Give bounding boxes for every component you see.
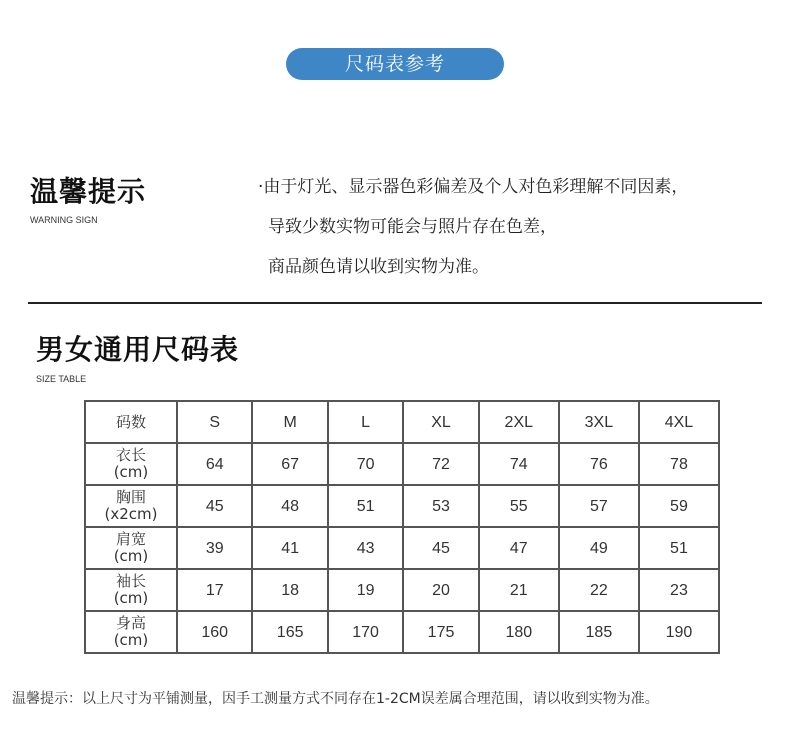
table-cell: 41 bbox=[252, 527, 327, 569]
table-cell: 180 bbox=[479, 611, 559, 653]
table-cell: 43 bbox=[328, 527, 403, 569]
row-label: 身高 (cm) bbox=[85, 611, 177, 653]
table-cell: 20 bbox=[403, 569, 478, 611]
notice-line-1: ·由于灯光、显示器色彩偏差及个人对色彩理解不同因素， bbox=[258, 177, 689, 197]
table-cell: 57 bbox=[559, 485, 639, 527]
header-size: M bbox=[252, 401, 327, 443]
table-cell: 47 bbox=[479, 527, 559, 569]
header-size-label: 码数 bbox=[85, 401, 177, 443]
table-cell: 175 bbox=[403, 611, 478, 653]
table-cell: 51 bbox=[639, 527, 719, 569]
table-cell: 160 bbox=[177, 611, 252, 653]
table-cell: 22 bbox=[559, 569, 639, 611]
table-cell: 78 bbox=[639, 443, 719, 485]
table-cell: 21 bbox=[479, 569, 559, 611]
header-size: 3XL bbox=[559, 401, 639, 443]
notice-line-3: 商品颜色请以收到实物为准。 bbox=[268, 257, 489, 277]
size-reference-badge: 尺码表参考 bbox=[286, 48, 504, 80]
table-cell: 74 bbox=[479, 443, 559, 485]
notice-line-2: 导致少数实物可能会与照片存在色差， bbox=[268, 217, 557, 237]
table-row-shoulder bbox=[85, 527, 719, 569]
color-notice bbox=[258, 174, 688, 294]
table-cell: 67 bbox=[252, 443, 327, 485]
table-cell: 17 bbox=[177, 569, 252, 611]
row-label: 袖长 (cm) bbox=[85, 569, 177, 611]
row-label: 胸围 (x2cm) bbox=[85, 485, 177, 527]
table-cell: 23 bbox=[639, 569, 719, 611]
section-divider bbox=[28, 302, 762, 304]
table-cell: 51 bbox=[328, 485, 403, 527]
table-cell: 45 bbox=[177, 485, 252, 527]
table-cell: 170 bbox=[328, 611, 403, 653]
row-label: 肩宽 (cm) bbox=[85, 527, 177, 569]
table-row-sleeve bbox=[85, 569, 719, 611]
table-row-height bbox=[85, 611, 719, 653]
table-cell: 19 bbox=[328, 569, 403, 611]
table-cell: 48 bbox=[252, 485, 327, 527]
table-cell: 39 bbox=[177, 527, 252, 569]
header-size: L bbox=[328, 401, 403, 443]
table-cell: 49 bbox=[559, 527, 639, 569]
table-row-chest bbox=[85, 485, 719, 527]
size-table-title: 男女通用尺码表 bbox=[36, 333, 240, 366]
table-cell: 70 bbox=[328, 443, 403, 485]
warm-tip-subtitle: WARNING SIGN bbox=[30, 215, 98, 225]
table-cell: 59 bbox=[639, 485, 719, 527]
table-cell: 64 bbox=[177, 443, 252, 485]
footer-note: 温馨提示：以上尺寸为平铺测量，因手工测量方式不同存在1-2CM误差属合理范围，请以收到实物为准。 bbox=[12, 691, 659, 707]
table-cell: 55 bbox=[479, 485, 559, 527]
warm-tip-title: 温馨提示 bbox=[30, 175, 147, 208]
header-size: S bbox=[177, 401, 252, 443]
table-cell: 18 bbox=[252, 569, 327, 611]
table-cell: 190 bbox=[639, 611, 719, 653]
table-cell: 53 bbox=[403, 485, 478, 527]
table-cell: 76 bbox=[559, 443, 639, 485]
header-size: 2XL bbox=[479, 401, 559, 443]
row-label: 衣长 (cm) bbox=[85, 443, 177, 485]
header-size: XL bbox=[403, 401, 478, 443]
size-table-subtitle: SIZE TABLE bbox=[36, 374, 87, 384]
table-cell: 165 bbox=[252, 611, 327, 653]
table-cell: 72 bbox=[403, 443, 478, 485]
table-cell: 185 bbox=[559, 611, 639, 653]
table-header-row bbox=[85, 401, 719, 443]
table-row-length bbox=[85, 443, 719, 485]
table-cell: 45 bbox=[403, 527, 478, 569]
size-table bbox=[84, 400, 720, 654]
header-size: 4XL bbox=[639, 401, 719, 443]
